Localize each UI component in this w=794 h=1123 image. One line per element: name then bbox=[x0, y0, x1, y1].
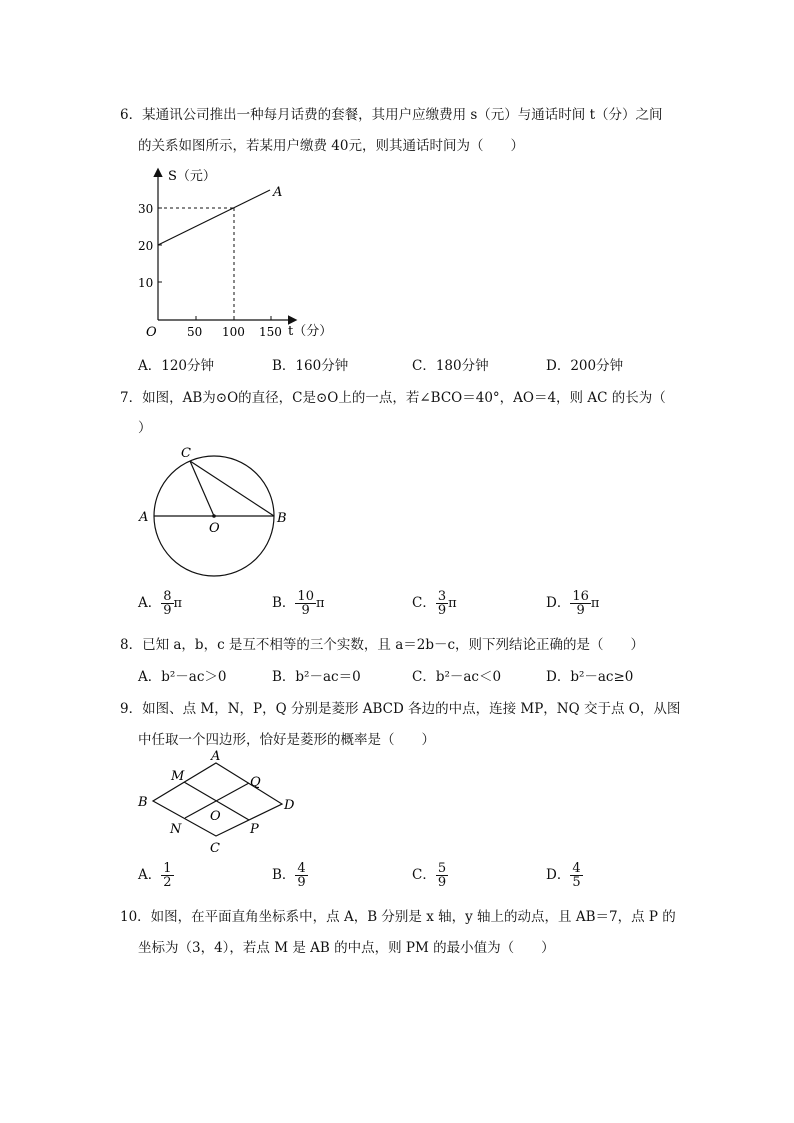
q6-line-2: 的关系如图所示，若某用户缴费 40元，则其通话时间为（ ） bbox=[138, 138, 524, 154]
y-tick: 20 bbox=[138, 239, 154, 253]
q8-option-a: A．b²－ac＞0 bbox=[138, 669, 227, 685]
label-o: O bbox=[210, 809, 221, 824]
q7-option-d: D． $\frac{16}{9}$ π bbox=[546, 589, 600, 618]
y-tick: 30 bbox=[138, 202, 154, 216]
q9-option-c: C． $\frac{5}{9}$ bbox=[412, 861, 447, 890]
q7-option-c: C． $\frac{3}{9}$ π bbox=[412, 589, 457, 618]
label-c: C bbox=[210, 841, 220, 856]
label-b: B bbox=[138, 795, 148, 810]
q6-option-b: B．160分钟 bbox=[272, 358, 349, 374]
q9-line-2: 中任取一个四边形，恰好是菱形的概率是（ ） bbox=[138, 732, 435, 748]
q6-option-c: C．180分钟 bbox=[412, 358, 489, 374]
q7-circle-figure bbox=[130, 440, 310, 585]
label-o: O bbox=[209, 521, 220, 536]
q8-option-d: D．b²－ac≥0 bbox=[546, 669, 634, 685]
y-axis-label: S（元） bbox=[168, 169, 216, 184]
label-b: B bbox=[277, 511, 287, 526]
x-tick: 100 bbox=[222, 325, 245, 339]
label-c: C bbox=[181, 446, 191, 461]
label-n: N bbox=[170, 822, 182, 837]
q8-option-b: B．b²－ac＝0 bbox=[272, 669, 361, 685]
label-m: M bbox=[171, 769, 185, 784]
point-a-label: A bbox=[273, 185, 283, 200]
q10-line-2: 坐标为（3，4），若点 M 是 AB 的中点，则 PM 的最小值为（ ） bbox=[138, 940, 555, 956]
q7-line-2: ） bbox=[138, 420, 152, 436]
q9-option-a: A． $\frac{1}{2}$ bbox=[138, 861, 172, 890]
q7-option-a: A． $\frac{8}{9}$ π bbox=[138, 589, 183, 618]
q10-line-1: 10．如图，在平面直角坐标系中，点 A，B 分别是 x 轴，y 轴上的动点，且 AB＝7，点 P 的 bbox=[120, 909, 676, 925]
label-p: P bbox=[250, 822, 259, 837]
x-tick: 150 bbox=[259, 325, 282, 339]
q8-line-1: 8．已知 a，b，c 是互不相等的三个实数，且 a＝2b－c，则下列结论正确的是（ ） bbox=[120, 637, 645, 653]
q6-graph bbox=[130, 160, 340, 345]
label-a: A bbox=[211, 749, 221, 764]
x-axis-label: t（分） bbox=[288, 324, 333, 339]
q6-line-1: 6．某通讯公司推出一种每月话费的套餐，其用户应缴费用 s（元）与通话时间 t（分）之间 bbox=[120, 107, 663, 123]
q6-option-d: D．200分钟 bbox=[546, 358, 624, 374]
y-tick: 10 bbox=[138, 276, 154, 290]
q8-option-c: C．b²－ac＜0 bbox=[412, 669, 502, 685]
q9-option-d: D． $\frac{4}{5}$ bbox=[546, 861, 581, 890]
origin-label: O bbox=[146, 325, 157, 340]
label-a: A bbox=[139, 510, 149, 525]
label-d: D bbox=[284, 798, 295, 813]
label-q: Q bbox=[250, 775, 261, 790]
q6-option-a: A．120分钟 bbox=[138, 358, 215, 374]
q9-rhombus-figure bbox=[130, 748, 305, 858]
q7-line-1: 7．如图，AB为⊙O的直径，C是⊙O上的一点，若∠BCO＝40°，AO＝4，则 AC 的长为（ bbox=[120, 390, 666, 406]
graph-line bbox=[158, 190, 270, 245]
x-tick: 50 bbox=[187, 325, 203, 339]
q9-option-b: B． $\frac{4}{9}$ bbox=[272, 861, 306, 890]
q7-option-b: B． $\frac{10}{9}$ π bbox=[272, 589, 325, 618]
q9-line-1: 9．如图、点 M，N，P，Q 分别是菱形 ABCD 各边的中点，连接 MP，NQ 交于点 O，从图 bbox=[120, 701, 681, 717]
